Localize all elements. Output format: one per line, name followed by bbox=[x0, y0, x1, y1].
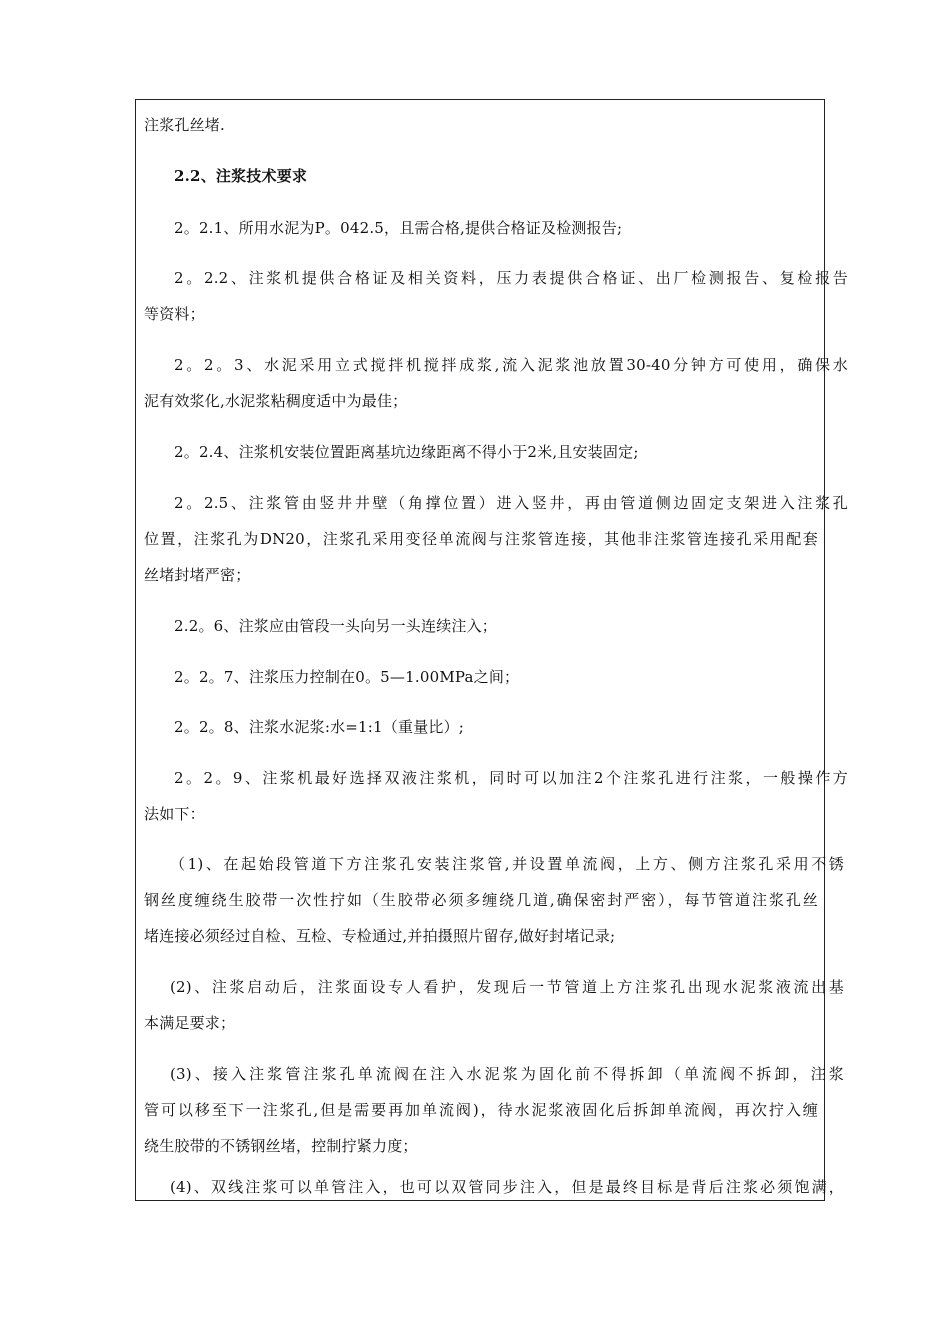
text-line: 本满足要求； bbox=[144, 1014, 236, 1032]
text-line: 2。2.1、所用水泥为P。042.5，且需合格,提供合格证及检测报告; bbox=[174, 219, 623, 237]
text-line: 2.2。6、注浆应由管段一头向另一头连续注入； bbox=[174, 617, 498, 635]
text-line: 等资料； bbox=[144, 305, 205, 323]
section-heading: 2.2、注浆技术要求 bbox=[174, 167, 308, 185]
text-line: 绕生胶带的不锈钢丝堵，控制拧紧力度； bbox=[144, 1137, 418, 1155]
text-line: (3)、接入注浆管注浆孔单流阀在注入水泥浆为固化前不得拆卸（单流阀不拆卸，注浆 bbox=[170, 1065, 844, 1083]
text-line: 丝堵封堵严密； bbox=[144, 566, 251, 584]
text-line: (2)、注浆启动后，注浆面设专人看护，发现后一节管道上方注浆孔出现水泥浆液流出基 bbox=[170, 978, 844, 996]
text-line: 法如下： bbox=[144, 805, 205, 823]
text-line: 2。2。9、注浆机最好选择双液注浆机，同时可以加注2个注浆孔进行注浆，一般操作方 bbox=[174, 769, 848, 787]
text-line: 2。2。3、水泥采用立式搅拌机搅拌成浆,流入泥浆池放置30-40分钟方可使用，确保水 bbox=[174, 356, 848, 374]
text-line: 注浆孔丝堵. bbox=[144, 116, 225, 134]
text-line: 堵连接必须经过自检、互检、专检通过,并拍摄照片留存,做好封堵记录; bbox=[144, 927, 616, 945]
text-line: 2。2。7、注浆压力控制在0。5—1.00MPa之间； bbox=[174, 668, 520, 686]
text-line: （1)、在起始段管道下方注浆孔安装注浆管,并设置单流阀，上方、侧方注浆孔采用不锈 bbox=[170, 855, 844, 873]
text-line: 钢丝度缠绕生胶带一次性拧如（生胶带必须多缠绕几道,确保密封严密），每节管道注浆孔丝 bbox=[144, 891, 818, 909]
text-line: (4)、双线注浆可以单管注入，也可以双管同步注入，但是最终目标是背后注浆必须饱满， bbox=[170, 1178, 844, 1196]
document-frame bbox=[135, 99, 848, 1201]
text-line: 2。2.2、注浆机提供合格证及相关资料，压力表提供合格证、出厂检测报告、复检报告 bbox=[174, 269, 848, 287]
text-line: 泥有效浆化,水泥浆粘稠度适中为最佳； bbox=[144, 392, 408, 410]
text-line: 2。2。8、注浆水泥浆:水=1:1（重量比）; bbox=[174, 718, 465, 736]
text-line: 管可以移至下一注浆孔,但是需要再加单流阀)，待水泥浆液固化后拆卸单流阀，再次拧入缠 bbox=[144, 1101, 818, 1119]
text-line: 2。2.4、注浆机安装位置距离基坑边缘距离不得小于2米,且安装固定; bbox=[174, 443, 639, 461]
text-line: 位置，注浆孔为DN20，注浆孔采用变径单流阀与注浆管连接，其他非注浆管连接孔采用配套 bbox=[144, 530, 818, 548]
text-line: 2。2.5、注浆管由竖井井壁（角撑位置）进入竖井，再由管道侧边固定支架进入注浆孔 bbox=[174, 494, 848, 512]
